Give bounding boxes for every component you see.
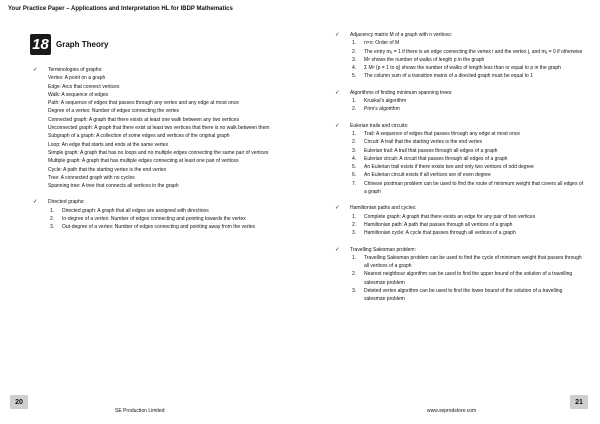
term-line: Subgraph of a graph: A collection of some edges and vertices of the original graph [48, 133, 230, 140]
list-item: 2. The entry mᵢⱼ = 1 if there is an edge connecting the vertex i and the vertex j, and mᵢⱼ = 0 if otherwise [352, 48, 583, 55]
term-line: Unconnected graph: A graph that there exist at least two vertices that there is no walk between them [48, 125, 270, 132]
chapter-heading [30, 33, 108, 55]
check-icon: ✓ [335, 246, 340, 253]
section-eulerian [335, 122, 585, 197]
section-title: Adjacency matrix M of a graph with n vertices: [350, 32, 452, 38]
term-line: Loop: An edge that starts and ends at the same vertex [48, 141, 169, 148]
section-travelling-salesman [335, 246, 585, 304]
section-spanning-tree-algorithms [335, 89, 585, 114]
list-item: 2. In-degree of a vertex: Number of edges connecting and pointing towards the vertex [50, 216, 246, 223]
list-item: 2. Prim’s algorithm [352, 106, 400, 113]
term-line: Path: A sequence of edges that passes through any vertex and any edge at most once [48, 100, 239, 107]
list-item: 3. Mᵖ shows the number of walks of length p in the graph [352, 56, 485, 63]
section-hamiltonian [335, 204, 585, 237]
list-item: 3. Eulerian trail: A trail that passes through all edges of a graph [352, 147, 498, 154]
list-item: 1. Kruskal’s algorithm [352, 98, 407, 105]
section-directed-graphs [33, 198, 283, 231]
list-item: 3. Deleted vertex algorithm can be used to find the lower bound of the solution of a travelling salesman problem [352, 288, 563, 303]
list-item: 3. Out-degree of a vertex: Number of edges connecting and pointing away from the vertex [50, 224, 256, 231]
term-line: Spanning tree: A tree that connects all vertices in the graph [48, 183, 179, 190]
section-title: Travelling Salesman problem: [350, 246, 416, 253]
list-item: 7. Chinese postman problem can be used to find the route of minimum weight that covers all edges of a graph [352, 180, 584, 196]
left-column [33, 66, 283, 240]
list-item: 3. Hamiltonian cycle: A cycle that passes through all vertices of a graph [352, 230, 516, 237]
page-number-right: 21 [570, 395, 588, 409]
list-item: 6. An Eulerian circuit exists if all vertices are of even degree [352, 172, 491, 179]
list-item: 1. Complete graph: A graph that there exists an edge for any pair of two vertices [352, 213, 536, 220]
page-number-left: 20 [10, 395, 28, 409]
term-line: Walk: A sequence of edges [48, 91, 109, 98]
list-item: 1. n×n: Order of M [352, 40, 400, 47]
list-item: 5. An Eulerian trail exists if there exists two and only two vertices of odd degree [352, 164, 534, 171]
term-line: Cycle: A path that the starting vertex is the end vertex [48, 166, 167, 173]
check-icon: ✓ [33, 67, 38, 73]
list-item: 4. Eulerian circuit: A circuit that passes through all edges of a graph [352, 155, 508, 162]
check-icon: ✓ [335, 89, 340, 96]
list-item: 2. Circuit: A trail that the starting vertex is the end vertex [352, 139, 483, 146]
section-title: Hamiltonian paths and cycles: [350, 205, 417, 212]
list-item: 2. Hamiltonian path: A path that passes through all vertices of a graph [352, 221, 513, 228]
list-item: 1. Directed graph: A graph that all edges are assigned with directions [50, 207, 209, 214]
publisher-footer: SE Production Limited [115, 408, 165, 414]
section-title: Eulerian trails and circuits: [350, 122, 409, 129]
check-icon: ✓ [335, 32, 340, 38]
list-item: 4. Σ Mᵖ (p = 1 to q) shows the number of walks of length less than or equal to p in the graph [352, 65, 561, 72]
page-header: Your Practice Paper – Applications and Interpretation HL for IBDP Mathematics [8, 6, 233, 12]
term-line: Connected graph: A graph that there exists at least one walk between any two vertices [48, 116, 239, 123]
section-title: Directed graphs: [48, 199, 85, 206]
section-title: Algorithms of finding minimum spanning trees: [350, 89, 453, 96]
list-item: 5. The column sum of a transition matrix of a directed graph must be equal to 1 [352, 73, 533, 80]
list-item: 1. Travelling Salesman problem can be used to find the cycle of minimum weight that passes through all vertices of a graph [352, 254, 582, 270]
list-item: 1. Trail: A sequence of edges that passes through any edge at most once [352, 130, 521, 137]
section-terminologies [33, 66, 283, 190]
term-line: Degree of a vertex: Number of edges connecting the vertex [48, 108, 180, 115]
term-line: Edge: Arcs that connect vertices [48, 83, 120, 90]
term-line: Simple graph: A graph that has no loops and no multiple edges connecting the same pair of vertices [48, 149, 269, 156]
term-line: Terminologies of graphs: [48, 67, 103, 73]
check-icon: ✓ [335, 205, 340, 212]
check-icon: ✓ [33, 199, 38, 206]
right-column [335, 31, 585, 312]
chapter-title: Graph Theory [56, 39, 109, 49]
chapter-number: 18 [30, 34, 51, 55]
check-icon: ✓ [335, 122, 340, 129]
term-line: Tree: A connected graph with no cycles [48, 174, 135, 181]
term-line: Vertex: A point on a graph [48, 75, 106, 82]
section-adjacency-matrix [335, 31, 585, 81]
list-item: 2. Nearest neighbour algorithm can be used to find the upper bound of the solution of a travelling salesman problem [352, 271, 573, 286]
website-footer: www.seprodstore.com [427, 408, 477, 414]
term-line: Multiple graph: A graph that has multiple edges connecting at least one pair of vertices [48, 158, 239, 165]
